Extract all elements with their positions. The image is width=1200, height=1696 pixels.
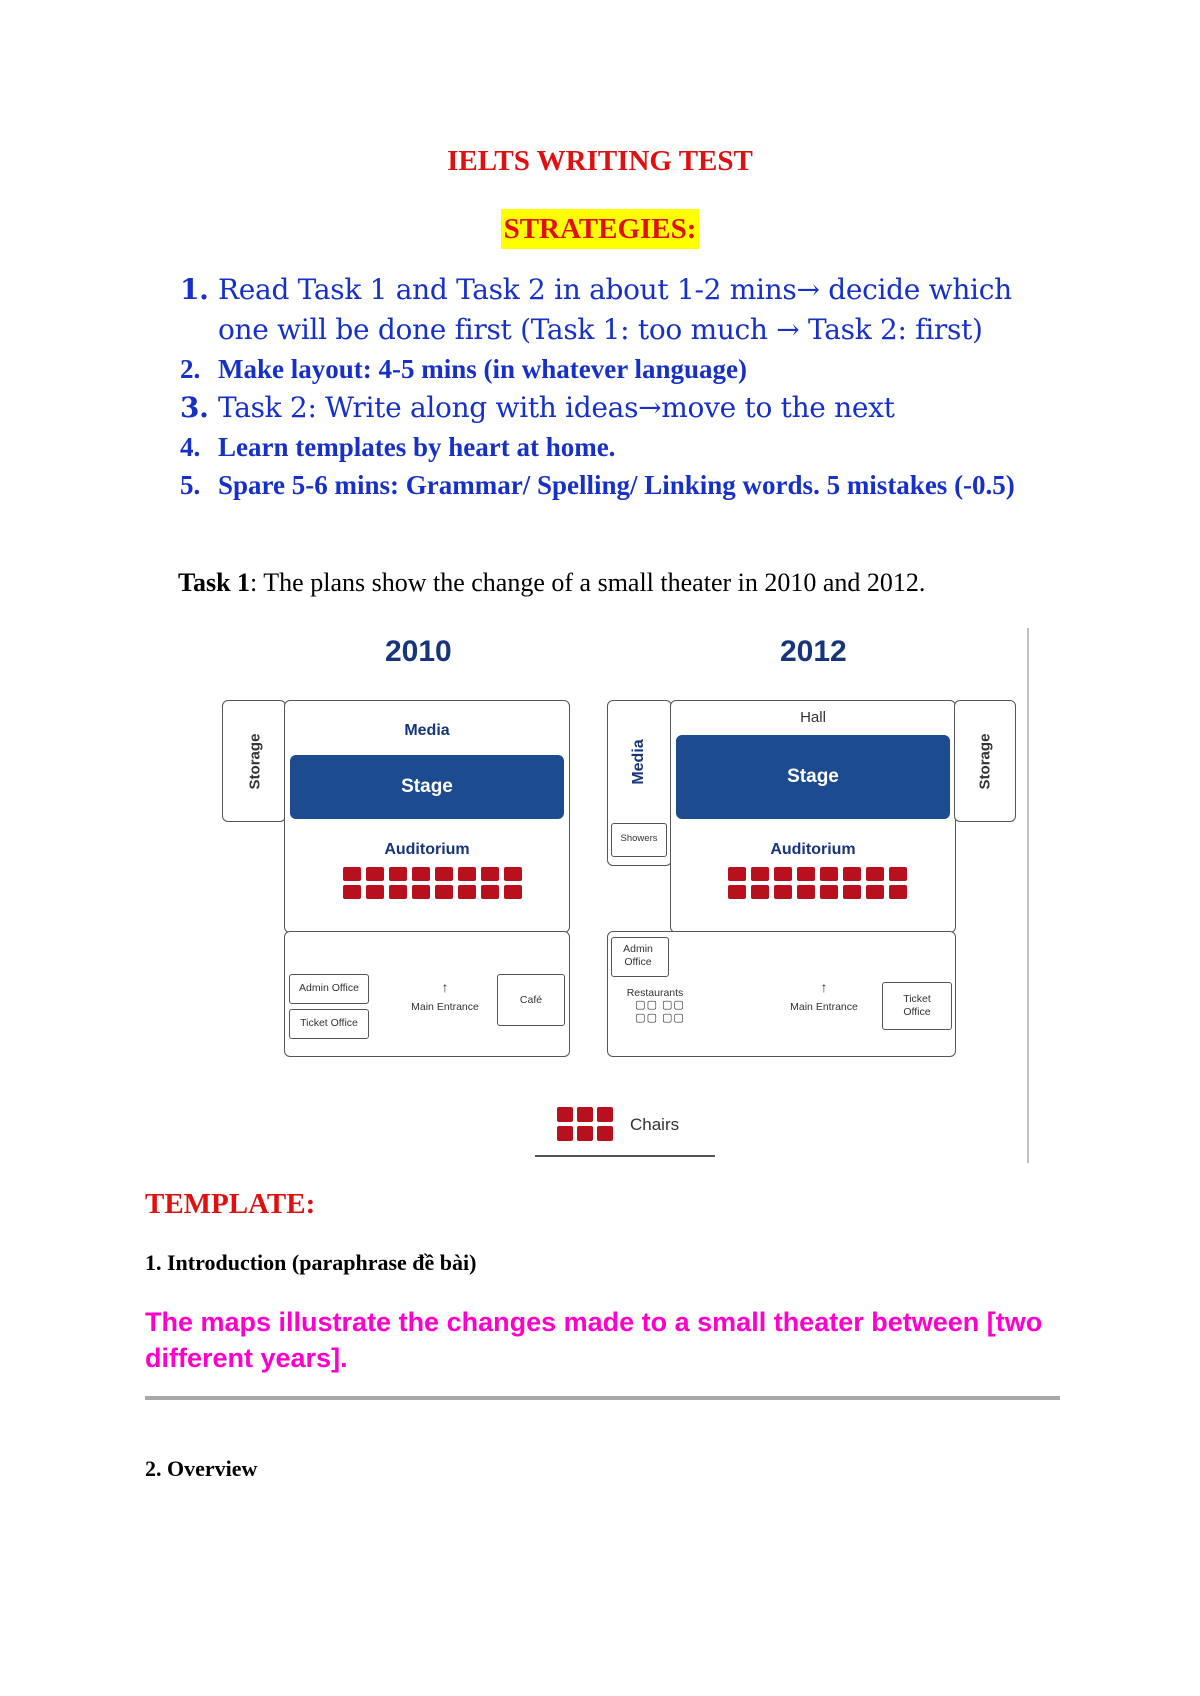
strategy-item [180,428,1050,466]
chair [366,867,384,881]
strategy-item [180,350,1050,388]
chair [774,885,792,899]
introduction-template-text: The maps illustrate the changes made to a small theater between [two different years]. [145,1307,1043,1373]
chair [504,867,522,881]
chair [751,867,769,881]
chair [343,867,361,881]
chair [797,885,815,899]
map-2012-auditorium-label: Auditorium [770,841,856,858]
chair [481,867,499,881]
chair [435,885,453,899]
map-2010-media-label: Media [404,722,450,739]
chair [366,885,384,899]
map-2012-restaurant-tables: ▢▢ ▢▢ ▢▢ ▢▢ [635,999,685,1024]
map-2010-stage: Stage [290,755,564,819]
chair [504,885,522,899]
task1-label: Task 1 [178,568,251,597]
chair [557,1107,573,1122]
strategy-number: 1. [180,273,209,306]
chair [577,1107,593,1122]
map-2010-cafe-label: Café [519,994,543,1006]
strategy-item [180,270,1050,350]
chair [866,885,884,899]
strategy-item [180,466,1050,504]
strategy-text: Task 2: Write along with ideas→move to the next [218,391,895,424]
chair [728,885,746,899]
subtitle-wrap [0,209,1200,249]
chair [820,867,838,881]
chair [412,885,430,899]
strategy-number: 4. [180,432,201,462]
chair [577,1126,593,1141]
legend-underline [535,1155,715,1157]
map-2010-auditorium-label: Auditorium [384,841,470,858]
task1-text: : The plans show the change of a small theater in 2010 and 2012. [250,568,926,597]
strategy-text: Spare 5-6 mins: Grammar/ Spelling/ Linking words. 5 mistakes (-0.5) [218,470,1015,500]
overview-heading: 2. Overview [145,1456,258,1481]
legend-chairs-icon [557,1107,613,1141]
map-2012-entrance-label: Main Entrance [790,1001,858,1013]
chair [751,885,769,899]
template-heading: TEMPLATE: [145,1188,316,1220]
map-2010-entrance-arrow: ↑ [441,979,449,995]
strategy-number: 5. [180,470,201,500]
chair [389,867,407,881]
strategy-item [180,388,1050,428]
chair [389,885,407,899]
chair [557,1126,573,1141]
legend-chairs-label: Chairs [630,1115,680,1134]
task1-prompt [178,568,925,598]
map-2012-storage-label: Storage [976,733,994,790]
map-2010-storage-label: Storage [246,733,264,790]
chair [412,867,430,881]
map-2010-year: 2010 [385,635,452,668]
chair [797,867,815,881]
map-2012-admin-office-label: Admin Office [623,943,653,968]
chair [889,867,907,881]
divider [145,1396,1060,1400]
chair [820,885,838,899]
chair [458,867,476,881]
map-2010-ticket-office-label: Ticket Office [300,1017,358,1029]
map-2012-hall-label: Hall [800,709,826,726]
strategy-text: Learn templates by heart at home. [218,432,616,462]
theater-maps-figure [200,625,1040,1165]
map-2012-showers-label: Showers [620,833,658,844]
map-2012-seats [728,867,907,899]
page-title: IELTS WRITING TEST [447,145,753,177]
introduction-heading: 1. Introduction (paraphrase đề bài) [145,1250,477,1275]
chair [597,1107,613,1122]
chair [728,867,746,881]
chair [866,867,884,881]
map-2012-entrance-arrow: ↑ [820,979,828,995]
strategy-text: Make layout: 4-5 mins (in whatever language) [218,354,747,384]
strategy-number: 2. [180,354,201,384]
chair [343,885,361,899]
map-2012-ticket-office-label: Ticket Office [903,993,931,1018]
chair [774,867,792,881]
map-2010-entrance-label: Main Entrance [411,1001,479,1013]
strategy-text: Read Task 1 and Task 2 in about 1-2 mins→ decide which one will be done first (Task 1: too much → Task 2: first) [218,273,1012,346]
chair [435,867,453,881]
map-2010-admin-office-label: Admin Office [299,982,359,994]
map-2010-seats [343,867,522,899]
strategy-number: 3. [180,391,209,424]
chair [889,885,907,899]
chair [843,885,861,899]
strategies-heading: STRATEGIES: [501,209,700,249]
map-2012-year: 2012 [780,635,847,668]
chair [843,867,861,881]
map-2012-restaurants-label: Restaurants [626,987,684,999]
chair [458,885,476,899]
strategies-list [180,270,1050,504]
map-2012-stage: Stage [676,735,950,819]
map-2012-media-label: Media [630,739,647,785]
chair [481,885,499,899]
chair [597,1126,613,1141]
